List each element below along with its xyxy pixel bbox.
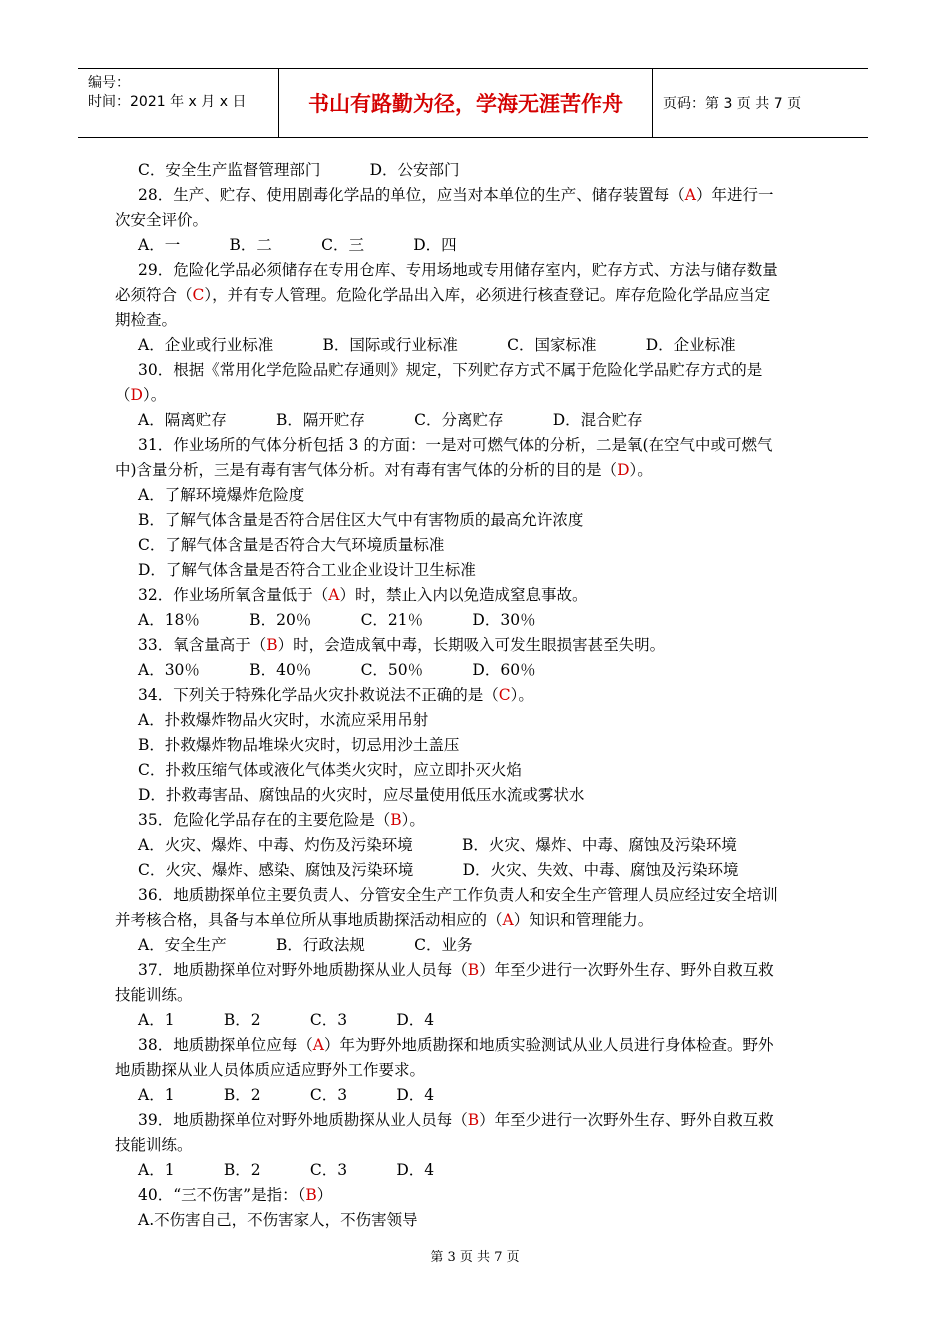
text-run: D．扑救毒害品、腐蚀品的火灾时，应尽量使用低压水流或雾状水 [138, 786, 585, 804]
text-line [115, 783, 835, 808]
text-run: B．扑救爆炸物品堆垛火灾时，切忌用沙土盖压 [138, 736, 460, 754]
text-run: 36．地质勘探单位主要负责人、分管安全生产工作负责人和安全生产管理人员应经过安全培训 [138, 886, 778, 904]
text-run: A．18％ B．20％ C．21％ D．30％ [138, 611, 536, 629]
header-motto: 书山有路勤为径，学海无涯苦作舟 [279, 69, 653, 137]
answer-mark: B [467, 961, 480, 979]
text-line [115, 258, 835, 283]
text-run: A．1 B．2 C．3 D．4 [138, 1161, 435, 1179]
text-line [115, 508, 835, 533]
text-run: A．火灾、爆炸、中毒、灼伤及污染环境 B．火灾、爆炸、中毒、腐蚀及污染环境 [138, 836, 737, 854]
text-line [115, 158, 835, 183]
text-line [115, 333, 835, 358]
text-line [115, 1108, 835, 1133]
text-line [115, 533, 835, 558]
text-run: ）知识和管理能力。 [513, 911, 654, 929]
text-run: ）。 [510, 686, 534, 704]
text-line [115, 758, 835, 783]
number-label: 编号： [88, 75, 130, 91]
text-line [115, 1208, 835, 1233]
answer-mark: B [467, 1111, 480, 1129]
text-line [115, 458, 835, 483]
text-line [115, 908, 835, 933]
text-run: 33．氧含量高于（ [138, 636, 267, 654]
text-run: D．了解气体含量是否符合工业企业设计卫生标准 [138, 561, 476, 579]
text-run: 中)含量分析，三是有毒有害气体分析。对有毒有害气体的分析的目的是（ [115, 461, 618, 479]
text-run: 32．作业场所氧含量低于（ [138, 586, 329, 604]
text-run: 39．地质勘探单位对野外地质勘探从业人员每（ [138, 1111, 468, 1129]
text-run: （ [115, 386, 131, 404]
text-line [115, 733, 835, 758]
text-run: 技能训练。 [115, 1136, 193, 1154]
text-line [115, 358, 835, 383]
text-line [115, 183, 835, 208]
text-line [115, 833, 835, 858]
text-line [115, 1158, 835, 1183]
answer-mark: B [390, 811, 402, 829]
text-line [115, 208, 835, 233]
text-line [115, 583, 835, 608]
text-line [115, 808, 835, 833]
text-run: 31．作业场所的气体分析包括 3 的方面：一是对可燃气体的分析，二是氧(在空气中或可燃气 [138, 436, 773, 454]
text-run: 29．危险化学品必须储存在专用仓库、专用场地或专用储存室内，贮存方式、方法与储存数量 [138, 261, 778, 279]
text-run: C．了解气体含量是否符合大气环境质量标准 [138, 536, 445, 554]
text-line [115, 308, 835, 333]
text-run: ）年至少进行一次野外生存、野外自救互救 [479, 1111, 774, 1129]
text-run: 必须符合（ [115, 286, 193, 304]
text-run: A．1 B．2 C．3 D．4 [138, 1011, 435, 1029]
text-line [115, 708, 835, 733]
text-run: 期检查。 [115, 311, 178, 329]
text-line [115, 683, 835, 708]
text-run: 37．地质勘探单位对野外地质勘探从业人员每（ [138, 961, 468, 979]
text-run: A．一 B．二 C．三 D．四 [138, 236, 457, 254]
text-run: A．1 B．2 C．3 D．4 [138, 1086, 435, 1104]
text-run: A.不伤害自己，不伤害家人，不伤害领导 [138, 1211, 418, 1229]
page-label: 页码：第 3 页 共 7 页 [663, 96, 802, 112]
text-line [115, 1083, 835, 1108]
text-line [115, 883, 835, 908]
answer-mark: A [328, 586, 340, 604]
text-run: A．扑救爆炸物品火灾时，水流应采用吊射 [138, 711, 429, 729]
header-info-cell [78, 69, 279, 137]
text-line [115, 1183, 835, 1208]
text-line [115, 1133, 835, 1158]
answer-mark: D [130, 386, 143, 404]
text-run: 技能训练。 [115, 986, 193, 1004]
text-line [115, 1033, 835, 1058]
page-header [78, 68, 868, 138]
text-run: ）年至少进行一次野外生存、野外自救互救 [479, 961, 774, 979]
answer-mark: C [498, 686, 511, 704]
text-line [115, 608, 835, 633]
text-run: A．安全生产 B．行政法规 C．业务 [138, 936, 473, 954]
text-run: ） [316, 1186, 333, 1204]
text-run: ）年进行一 [695, 186, 774, 204]
date-label: 时间：2021 年 x 月 x 日 [88, 94, 247, 110]
text-run: ）。 [629, 461, 653, 479]
text-run: ）年为野外地质勘探和地质实验测试从业人员进行身体检查。野外 [323, 1036, 774, 1054]
document-body [115, 158, 835, 1233]
text-run: C．火灾、爆炸、感染、腐蚀及污染环境 D．火灾、失效、中毒、腐蚀及污染环境 [138, 861, 739, 879]
text-run: B．了解气体含量是否符合居住区大气中有害物质的最高允许浓度 [138, 511, 584, 529]
text-run: 34．下列关于特殊化学品火灾扑救说法不正确的是（ [138, 686, 499, 704]
text-line [115, 1058, 835, 1083]
answer-mark: C [192, 286, 205, 304]
answer-mark: A [502, 911, 514, 929]
text-line [115, 383, 835, 408]
text-run: A．企业或行业标准 B．国际或行业标准 C．国家标准 D．企业标准 [138, 336, 736, 354]
text-line [115, 983, 835, 1008]
answer-mark: D [617, 461, 630, 479]
text-run: 28．生产、贮存、使用剧毒化学品的单位，应当对本单位的生产、储存装置每（ [138, 186, 685, 204]
text-line [115, 633, 835, 658]
text-line [115, 483, 835, 508]
text-run: ）时，会造成氧中毒，长期吸入可发生眼损害甚至失明。 [277, 636, 666, 654]
text-line [115, 233, 835, 258]
page-footer: 第 3 页 共 7 页 [430, 1250, 520, 1265]
text-line [115, 658, 835, 683]
text-line [115, 283, 835, 308]
text-line [115, 1008, 835, 1033]
text-run: 30．根据《常用化学危险品贮存通则》规定，下列贮存方式不属于危险化学品贮存方式的是 [138, 361, 763, 379]
text-run: ）。 [401, 811, 425, 829]
text-run: 并考核合格，具备与本单位所从事地质勘探活动相应的（ [115, 911, 503, 929]
text-run: 次安全评价。 [115, 211, 209, 229]
text-run: A．隔离贮存 B．隔开贮存 C．分离贮存 D．混合贮存 [138, 411, 643, 429]
answer-mark: A [312, 1036, 324, 1054]
text-run: ）。 [142, 386, 167, 404]
text-run: A．了解环境爆炸危险度 [138, 486, 305, 504]
text-run: 35．危险化学品存在的主要危险是（ [138, 811, 391, 829]
text-line [115, 958, 835, 983]
text-line [115, 558, 835, 583]
header-page-cell [653, 69, 868, 137]
text-run: 地质勘探从业人员体质应适应野外工作要求。 [115, 1061, 426, 1079]
text-run: A．30％ B．40％ C．50％ D．60％ [138, 661, 536, 679]
text-run: 38．地质勘探单位应每（ [138, 1036, 313, 1054]
text-line [115, 858, 835, 883]
text-run: C．扑救压缩气体或液化气体类火灾时，应立即扑灭火焰 [138, 761, 522, 779]
text-line [115, 408, 835, 433]
text-line [115, 433, 835, 458]
text-run: 40．“三不伤害”是指：（ [138, 1186, 306, 1204]
text-run: ），并有专人管理。危险化学品出入库，必须进行核查登记。库存危险化学品应当定 [204, 286, 771, 304]
answer-mark: A [684, 186, 696, 204]
text-run: C．安全生产监督管理部门 D．公安部门 [138, 161, 460, 179]
answer-mark: B [266, 636, 278, 654]
text-line [115, 933, 835, 958]
text-run: ）时，禁止入内以免造成窒息事故。 [339, 586, 588, 604]
answer-mark: B [305, 1186, 317, 1204]
